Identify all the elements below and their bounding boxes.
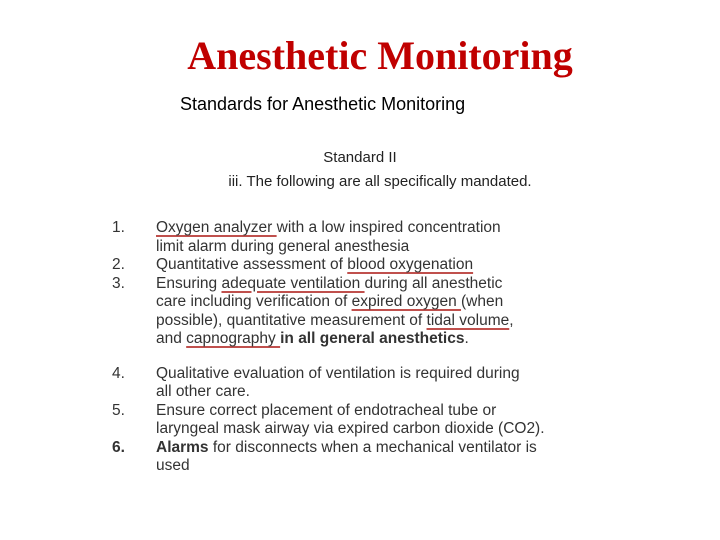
text-segment: Quantitative assessment of [156,256,348,273]
standard-header [0,146,720,194]
text-segment: possible), quantitative measurement of [156,311,427,329]
mandated-list [112,219,612,476]
list-item [112,402,612,439]
underlined-term: adequate ventilation [221,274,365,292]
text-segment: , [509,311,514,329]
text-segment: for disconnects when a mechanical ventilator is [208,438,537,456]
text-segment: Ensuring [156,274,222,292]
list-item [112,219,612,256]
underlined-term: Oxygen analyzer [156,219,277,236]
text-segment: with a low inspired concentration [276,219,501,236]
text-segment: used [156,457,190,474]
slide-subtitle: Standards for Anesthetic Monitoring [180,94,466,114]
list-item-line [156,457,612,476]
list-item [112,275,612,349]
text-segment: Qualitative evaluation of ventilation is required during [156,364,520,382]
list-item-number: 1. [112,219,125,236]
list-item-line [156,219,612,238]
text-segment: during all anesthetic [364,274,503,292]
text-segment: . [464,330,469,347]
list-item-number: 4. [112,364,125,382]
underlined-term: expired oxygen [351,293,462,310]
list-item-number: 2. [112,256,125,273]
text-segment: Ensure correct placement of endotracheal tube or [156,401,497,419]
list-item [112,256,612,275]
list-item-number: 5. [112,401,125,419]
text-segment: care including verification of [156,293,352,310]
list-item-line [156,365,612,384]
list-item-line [156,312,612,331]
slide-title: Anesthetic Monitoring [187,33,573,78]
text-segment: (when [461,293,504,310]
list-item-line [156,275,612,294]
text-segment: all other care. [156,383,250,400]
bold-text: Alarms [156,438,209,456]
list-item [112,365,612,402]
list-item-number: 3. [112,274,125,292]
underlined-term: tidal volume [426,311,510,329]
list-item-line [156,383,612,402]
text-segment: and [156,330,187,347]
list-item-line [156,330,612,349]
list-item-line [156,420,612,439]
list-item-line [156,439,612,458]
list-item-line [156,293,612,312]
standard-intro: iii. The following are all specifically mandated. [228,173,532,190]
list-item [112,439,612,476]
underlined-term: blood oxygenation [347,256,474,273]
list-item-line [156,402,612,421]
list-item-number: 6. [112,438,125,456]
underlined-term: capnography [186,330,281,347]
text-segment: limit alarm during general anesthesia [156,237,410,255]
list-item-line [156,238,612,257]
text-segment: laryngeal mask airway via expired carbon dioxide (CO2). [156,420,545,437]
standard-heading: Standard II [323,149,397,166]
bold-text: in all general anesthetics [280,330,465,347]
list-item-line [156,256,612,275]
